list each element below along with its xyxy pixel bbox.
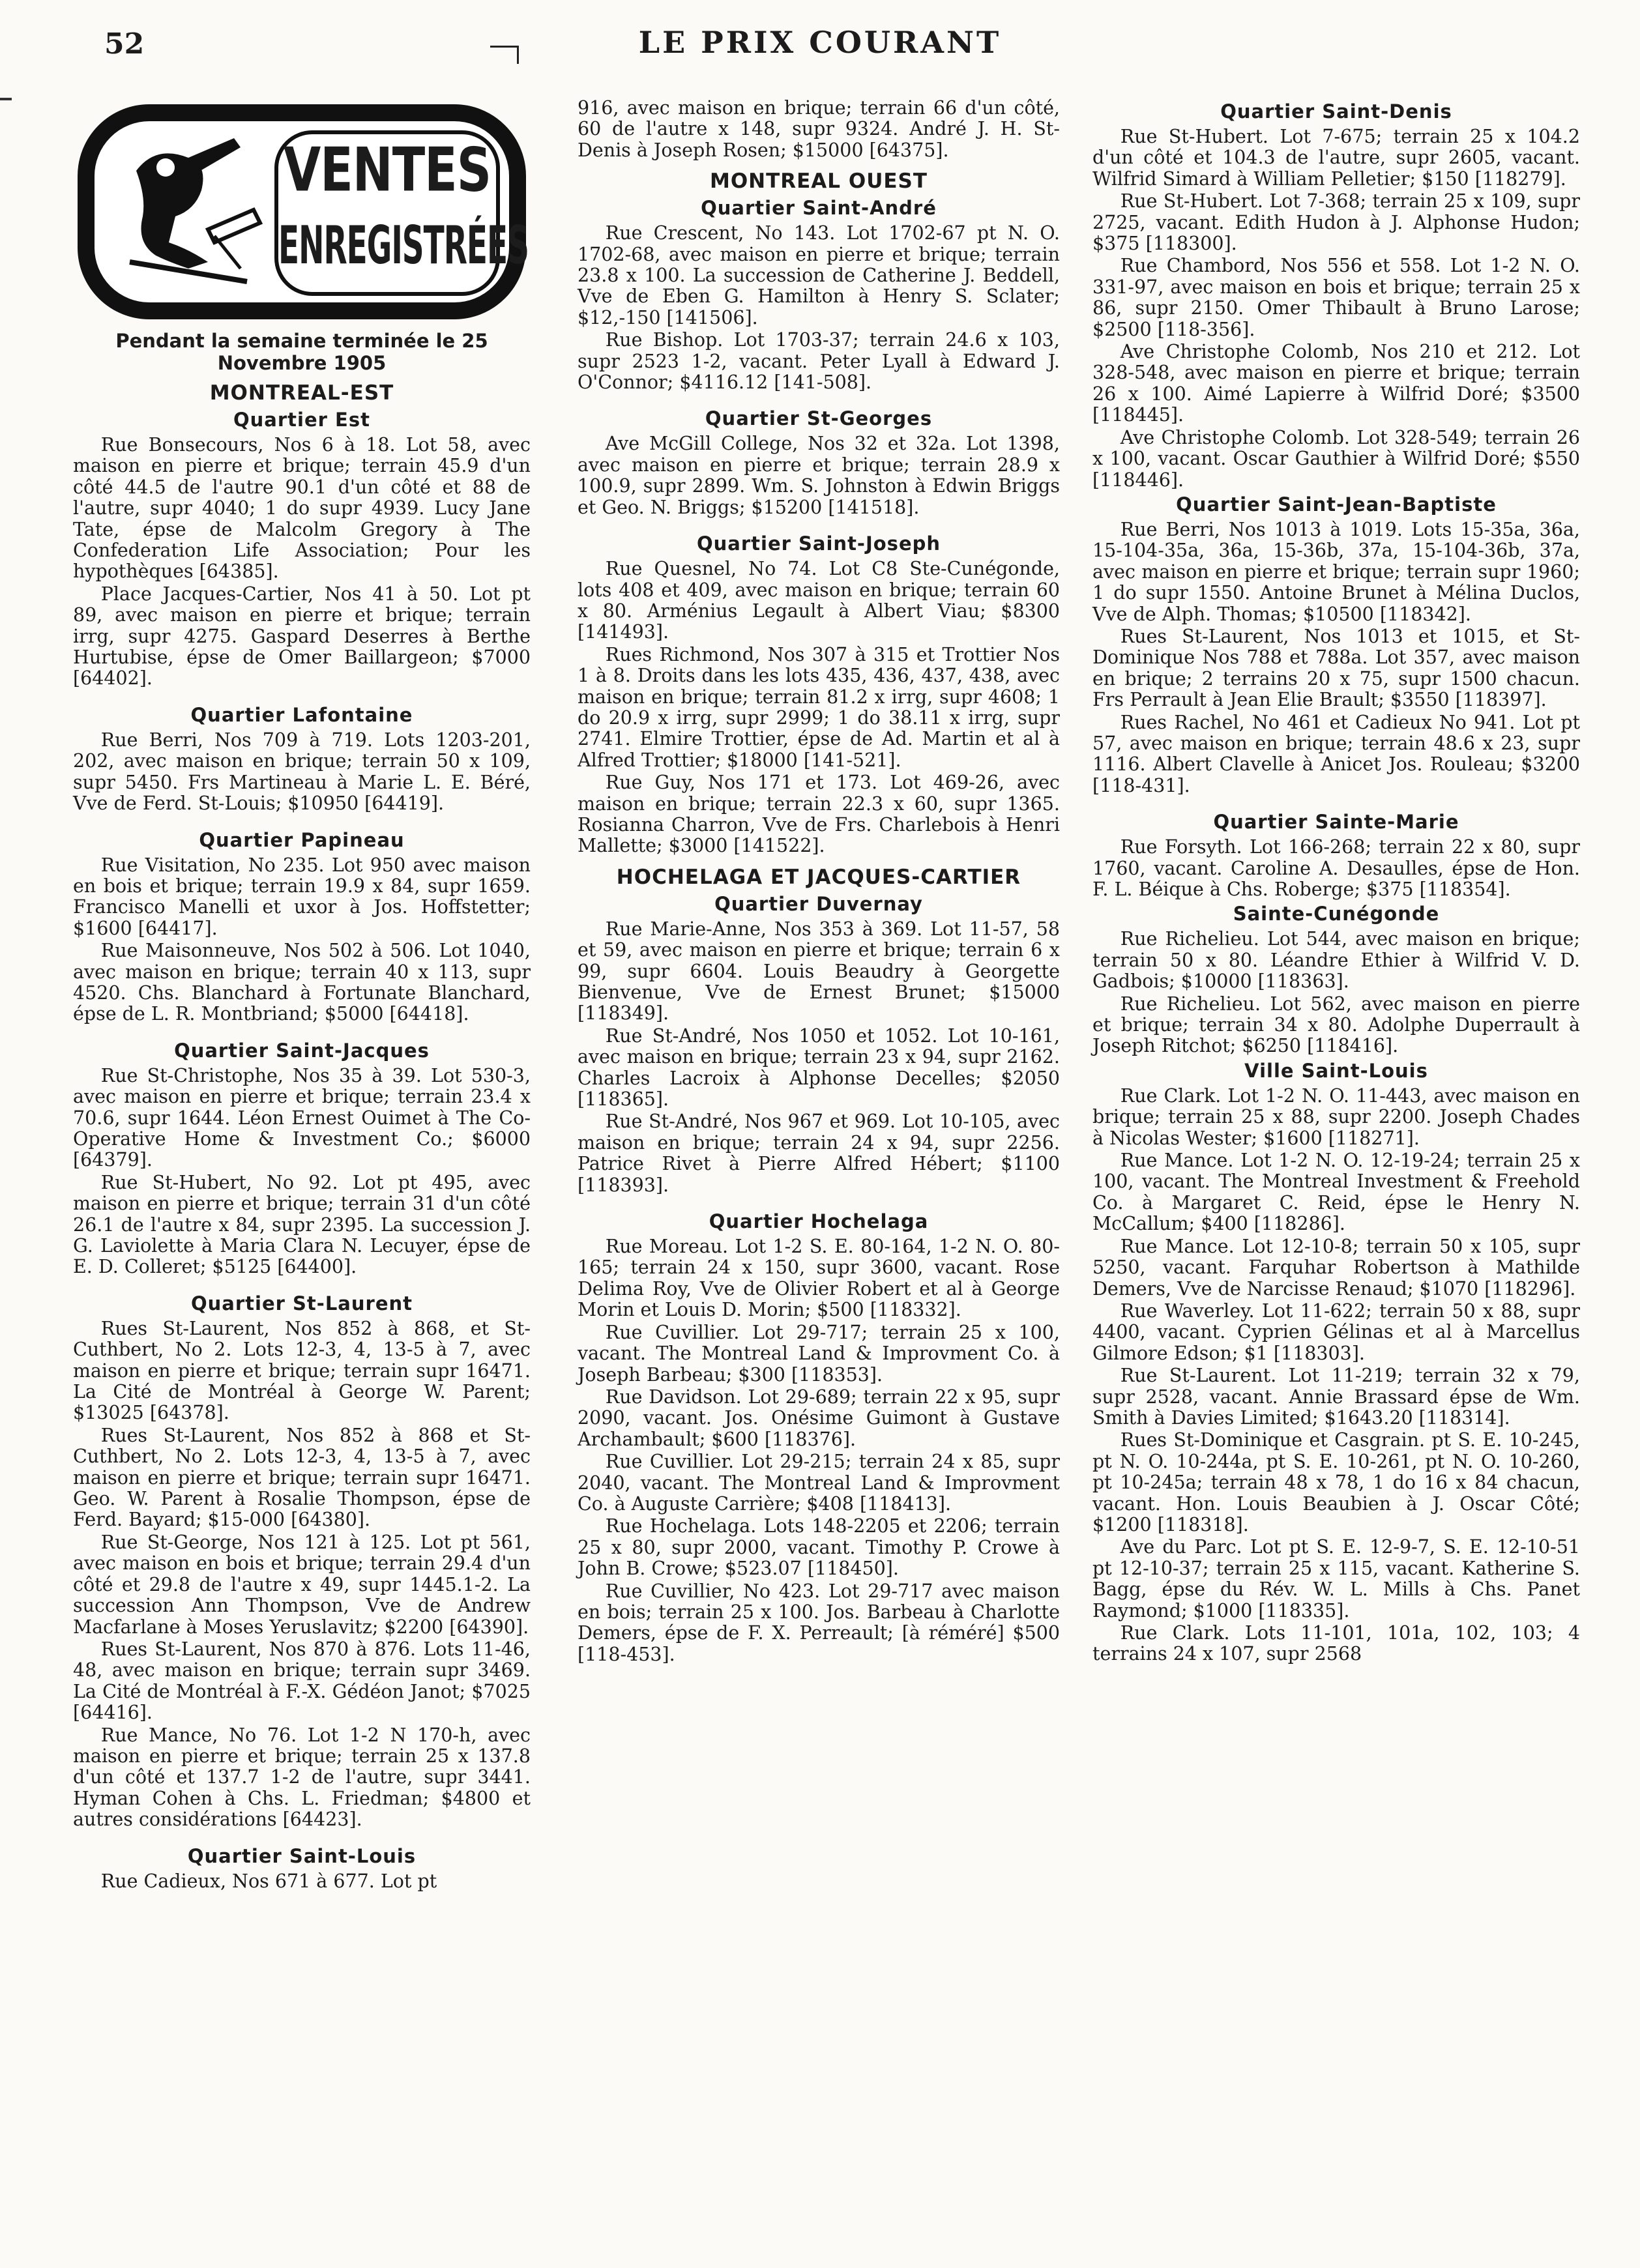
district-heading: MONTREAL-EST (209, 381, 394, 405)
quartier-heading: Quartier Papineau (199, 828, 405, 851)
sale-entry: Rue Cuvillier. Lot 29-717; terrain 25 x 100, vacant. The Montreal Land & Improvment Co. à Joseph Barbeau; $300 [118353]. (578, 1321, 1060, 1386)
sale-entry: Rue Cuvillier. Lot 29-215; terrain 24 x 85, supr 2040, vacant. The Montreal Land & Improvment Co. à Auguste Carrière; $408 [118413]. (578, 1451, 1060, 1515)
sale-entry: Rue Clark. Lots 11-101, 101a, 102, 103; 4 terrains 24 x 107, supr 2568 (1092, 1622, 1580, 1665)
margin-mark (0, 98, 12, 100)
intro-text: Pendant la semaine terminée le 25 Novembre 1905 (115, 330, 488, 374)
sale-entry: Place Jacques-Cartier, Nos 41 à 50. Lot pt 89, avec maison en pierre et brique; terrain irrg, supr 4275. Gaspard Deserres à Berthe Hurtubise, épse de Omer Baillargeon; $7000 [64402]. (73, 583, 531, 690)
sale-entry: Rues St-Dominique et Casgrain. pt S. E. 10-245, pt N. O. 10-244a, pt S. E. 10-261, pt N. O. 10-260, pt 10-245a; terrain 48 x 78, 1 do 16 x 84 chacun, vacant. Hon. Louis Beaubien à J. Oscar Côté; $1200 [118318]. (1092, 1429, 1580, 1535)
sale-entry: Rue Berri, Nos 709 à 719. Lots 1203-201, 202, avec maison en brique; terrain 50 x 109, supr 5450. Frs Martineau à Marie L. E. Béré, Vve de Ferd. St-Louis; $10950 [64419]. (73, 729, 531, 815)
sale-entry: Rues St-Laurent, Nos 852 à 868, et St-Cuthbert, No 2. Lots 12-3, 4, 13-5 à 7, avec maison en pierre et brique; terrain supr 16471. La Cité de Montréal à George W. Parent; $13025 [64378]. (73, 1317, 531, 1424)
sale-entry: Rue Bonsecours, Nos 6 à 18. Lot 58, avec maison en pierre et brique; terrain 45.9 d'un côté 44.5 de l'autre 90.1 d'un côté et 88 de l'autre, supr 4040; 1 do supr 4939. Lucy Jane Tate, épse de Malcolm Gregory à The Confederation Life Association; Pour les hypothèques [64385]. (73, 434, 531, 583)
sale-entry: Rue St-Christophe, Nos 35 à 39. Lot 530-3, avec maison en pierre et brique; terrain 23.4 x 70.6, supr 1644. Léon Ernest Ouimet à The Co-Operative Home & Investment Co.; $6000 [64379]. (73, 1064, 531, 1171)
sale-entry: Rue Crescent, No 143. Lot 1702-67 pt N. O. 1702-68, avec maison en pierre et brique; terrain 23.8 x 100. La succession de Catherine J. Beddell, Vve de Eben G. Hamilton à Henry S. Sclater; $12,-150 [141506]. (578, 222, 1060, 328)
district-heading: MONTREAL OUEST (709, 169, 928, 194)
sale-entry: Rue Quesnel, No 74. Lot C8 Ste-Cunégonde, lots 408 et 409, avec maison en brique; terrain 60 x 80. Arménius Legault à Albert Viau; $8300 [141493]. (578, 558, 1060, 643)
district-heading: HOCHELAGA ET JACQUES-CARTIER (616, 865, 1021, 889)
sale-entry: Rue Chambord, Nos 556 et 558. Lot 1-2 N. O. 331-97, avec maison en bois et brique; terrain 25 x 86, supr 2150. Omer Thibault à Bruno Larose; $2500 [118-356]. (1092, 255, 1580, 340)
sale-entry: Rue Richelieu. Lot 544, avec maison en brique; terrain 50 x 80. Léandre Ethier à Wilfrid V. D. Gadbois; $10000 [118363]. (1092, 928, 1580, 993)
running-head: LE PRIX COURANT (638, 25, 1002, 60)
sale-entry: Rue Mance. Lot 1-2 N. O. 12-19-24; terrain 25 x 100, vacant. The Montreal Investment & Freehold Co. à Margaret C. Reid, épse le Henry N. McCallum; $400 [118286]. (1092, 1150, 1580, 1235)
sale-entry: Rue Hochelaga. Lots 148-2205 et 2206; terrain 25 x 80, supr 2000, vacant. Timothy P. Crowe à John B. Crowe; $523.07 [118450]. (578, 1515, 1060, 1580)
sale-entry: Rue Guy, Nos 171 et 173. Lot 469-26, avec maison en brique; terrain 22.3 x 60, supr 1365. Rosianna Charron, Vve de Frs. Charlebois à Henri Mallette; $3000 [141522]. (578, 772, 1060, 857)
sale-entry: Rue Visitation, No 235. Lot 950 avec maison en bois et brique; terrain 19.9 x 84, supr 1659. Francisco Manelli et uxor à Jos. Hoffstetter; $1600 [64417]. (73, 854, 531, 939)
sale-entry: Ave McGill College, Nos 32 et 32a. Lot 1398, avec maison en pierre et brique; terrain 28.9 x 100.9, supr 2899. Wm. S. Johnston à Edwin Briggs et Geo. N. Briggs; $15200 [141518]. (578, 433, 1060, 518)
quartier-heading: Ville Saint-Louis (1244, 1059, 1428, 1082)
sale-entry: Rue Cadieux, Nos 671 à 677. Lot pt (100, 1870, 437, 1892)
sale-entry: Rue Mance, No 76. Lot 1-2 N 170-h, avec maison en pierre et brique; terrain 25 x 137.8 d'un côté et 137.7 1-2 de l'autre, supr 3441. Hyman Cohen à Chs. L. Friedman; $4800 et autres considérations [64423]. (73, 1724, 531, 1831)
quartier-heading: Quartier St-Laurent (191, 1292, 413, 1315)
quartier-heading: Quartier St-Georges (705, 407, 933, 430)
sale-entry: Rue St-Hubert, No 92. Lot pt 495, avec maison en pierre et brique; terrain 31 d'un côté 26.1 de l'autre x 84, supr 2395. La succession J. G. Laviolette à Maria Clara N. Lecuyer, épse de E. D. Colleret; $5125 [64400]. (73, 1171, 531, 1278)
sale-entry: Rue Maisonneuve, Nos 502 à 506. Lot 1040, avec maison en brique; terrain 40 x 113, supr 4520. Chs. Blanchard à Fortunate Blanchard, épse de L. R. Montbriand; $5000 [64418]. (73, 940, 531, 1025)
quartier-heading: Sainte-Cunégonde (1233, 903, 1440, 925)
writing-figure-icon (110, 132, 267, 295)
quartier-heading: Quartier Duvernay (714, 892, 923, 915)
sale-entry: Rue St-Hubert. Lot 7-368; terrain 25 x 109, supr 2725, vacant. Edith Hudon à J. Alphonse Hudon; $375 [118300]. (1092, 190, 1580, 255)
sale-entry: Rue St-André, Nos 1050 et 1052. Lot 10-161, avec maison en brique; terrain 23 x 94, supr 2162. Charles Lacroix à Alphonse Decelles; $2050 [118365]. (578, 1025, 1060, 1111)
sale-entry: Rue Mance. Lot 12-10-8; terrain 50 x 105, supr 5250, vacant. Farquhar Robertson à Mathilde Demers, Vve de Narcisse Renaud; $1070 [118296]. (1092, 1235, 1580, 1300)
logo-text-frame (274, 130, 529, 296)
sale-entry: Rues Rachel, No 461 et Cadieux No 941. Lot pt 57, avec maison en brique; terrain 48.6 x 23, supr 1116. Albert Clavelle à Anicet Jos. Rouleau; $3200 [118-431]. (1092, 711, 1580, 796)
sale-entry: Rue Moreau. Lot 1-2 S. E. 80-164, 1-2 N. O. 80-165; terrain 24 x 150, supr 3600, vacant. Rose Delima Roy, Vve de Olivier Robert et al à George Morin et Louis D. Morin; $500 [118332]. (578, 1236, 1060, 1321)
sale-entry: Ave du Parc. Lot pt S. E. 12-9-7, S. E. 12-10-51 pt 12-10-37; terrain 25 x 115, vacant. Katherine S. Bagg, épse du Rév. W. L. Mills à Chs. Panet Raymond; $1000 [118335]. (1092, 1536, 1580, 1621)
quartier-heading: Quartier Saint-Joseph (696, 532, 941, 555)
sale-entry: Rue Forsyth. Lot 166-268; terrain 22 x 80, supr 1760, vacant. Caroline A. Desaulles, épse de Hon. F. L. Béique à Chs. Roberge; $375 [118354]. (1092, 836, 1580, 900)
ventes-enregistrees-logo (78, 104, 529, 319)
sale-entry: Rue Waverley. Lot 11-622; terrain 50 x 88, supr 4400, vacant. Cyprien Gélinas et al à Marcellus Gilmore Edson; $1 [118303]. (1092, 1300, 1580, 1364)
sale-entry: Rues St-Laurent, Nos 870 à 876. Lots 11-46, 48, avec maison en brique; terrain supr 3469. La Cité de Montréal à F.-X. Gédéon Janot; $7025 [64416]. (73, 1638, 531, 1724)
sale-entry: Rue Cuvillier, No 423. Lot 29-717 avec maison en bois; terrain 25 x 100. Jos. Barbeau à Charlotte Demers, épse de F. X. Perreault; [à réméré] $500 [118-453]. (578, 1580, 1060, 1665)
sale-entry: Rue Richelieu. Lot 562, avec maison en pierre et brique; terrain 34 x 80. Adolphe Duperrault à Joseph Ritchot; $6250 [118416]. (1092, 993, 1580, 1057)
sale-entry: Rue St-George, Nos 121 à 125. Lot pt 561, avec maison en bois et brique; terrain 29.4 d'un côté et 29.8 de l'autre x 49, supr 1445.1-2. La succession Ann Thompson, Vve de Andrew Macfarlane à Moses Yeruslavitz; $2200 [64390]. (73, 1531, 531, 1638)
quartier-heading: Quartier Saint-Denis (1220, 100, 1452, 123)
sale-entry: Rue Marie-Anne, Nos 353 à 369. Lot 11-57, 58 et 59, avec maison en pierre et brique; terrain 6 x 99, supr 6604. Louis Beaudry à Georgette Bienvenue, Vve de Ernest Brunet; $15000 [118349]. (578, 918, 1060, 1025)
quartier-heading: Quartier Sainte-Marie (1213, 811, 1459, 834)
column-1 (73, 98, 531, 2261)
sale-entry: Rues St-Laurent, Nos 1013 et 1015, et St-Dominique Nos 788 et 788a. Lot 357, avec maison en brique; 2 terrains 20 x 75, supr 1500 chacun. Frs Perrault à Jean Elie Brault; $3550 [118397]. (1092, 625, 1580, 711)
sale-entry: Rue St-Laurent. Lot 11-219; terrain 32 x 79, supr 2528, vacant. Annie Brassard épse de Wm. Smith à Davies Limited; $1643.20 [118314]. (1092, 1365, 1580, 1429)
logo-line-1: VENTES (283, 135, 491, 205)
quartier-heading: Quartier Est (233, 409, 370, 431)
column-2 (578, 98, 1060, 2261)
quartier-heading: Quartier Saint-Jacques (174, 1039, 430, 1062)
sale-entry-continued: 916, avec maison en brique; terrain 66 d'un côté, 60 de l'autre x 148, supr 9324. André J. H. St-Denis à Joseph Rosen; $15000 [64375]. (578, 97, 1060, 161)
quartier-heading: Quartier Lafontaine (190, 703, 413, 726)
quartier-heading: Quartier Hochelaga (709, 1210, 929, 1233)
quartier-heading: Quartier Saint-Louis (187, 1844, 417, 1867)
quartier-heading: Quartier Saint-André (701, 197, 937, 220)
sale-entry: Rues Richmond, Nos 307 à 315 et Trottier Nos 1 à 8. Droits dans les lots 435, 436, 437, 438, avec maison en brique; terrain 81.2 x irrg, supr 4608; 1 do 20.9 x irrg, supr 2999; 1 do 38.11 x irrg, supr 2741. Elmire Trottier, épse de Ad. Martin et al à Alfred Trottier; $18000 [141-521]. (578, 643, 1060, 771)
sale-entry: Ave Christophe Colomb. Lot 328-549; terrain 26 x 100, vacant. Oscar Gauthier à Wilfrid Doré; $550 [118446]. (1092, 426, 1580, 491)
logo-line-2: ENREGISTRÉES (278, 215, 529, 277)
printer-mark (490, 46, 519, 64)
sale-entry: Rue St-Hubert. Lot 7-675; terrain 25 x 104.2 d'un côté et 104.3 de l'autre, supr 2605, vacant. Wilfrid Simard à William Pelletier; $150 [118279]. (1092, 126, 1580, 190)
sale-entry: Rue Bishop. Lot 1703-37; terrain 24.6 x 103, supr 2523 1-2, vacant. Peter Lyall à Edward J. O'Connor; $4116.12 [141-508]. (578, 329, 1060, 394)
sale-entry: Rue St-André, Nos 967 et 969. Lot 10-105, avec maison en brique; terrain 24 x 94, supr 2256. Patrice Rivet à Pierre Alfred Hébert; $1100 [118393]. (578, 1111, 1060, 1196)
sale-entry: Rue Berri, Nos 1013 à 1019. Lots 15-35a, 36a, 15-104-35a, 36a, 15-36b, 37a, 15-104-36b, 37a, avec maison en pierre et brique; terrain supr 1960; 1 do supr 1550. Antoine Brunet à Mélina Duclos, Vve de Alph. Thomas; $10500 [118342]. (1092, 518, 1580, 625)
sale-entry: Ave Christophe Colomb, Nos 210 et 212. Lot 328-548, avec maison en pierre et brique; terrain 26 x 100. Aimé Lapierre à Wilfrid Doré; $3500 [118445]. (1092, 341, 1580, 426)
sale-entry: Rue Clark. Lot 1-2 N. O. 11-443, avec maison en brique; terrain 25 x 88, supr 2200. Joseph Chades à Nicolas Wester; $1600 [118271]. (1092, 1084, 1580, 1149)
column-3 (1092, 98, 1580, 2261)
page-number: 52 (104, 27, 145, 61)
sale-entry: Rue Davidson. Lot 29-689; terrain 22 x 95, supr 2090, vacant. Jos. Onésime Guimont à Gustave Archambault; $600 [118376]. (578, 1386, 1060, 1450)
sale-entry: Rues St-Laurent, Nos 852 à 868 et St-Cuthbert, No 2. Lots 12-3, 4, 13-5 à 7, avec maison en pierre et brique; terrain supr 16471. Geo. W. Parent à Rosalie Thompson, épse de Ferd. Bayard; $15-000 [64380]. (73, 1424, 531, 1531)
quartier-heading: Quartier Saint-Jean-Baptiste (1176, 493, 1497, 516)
